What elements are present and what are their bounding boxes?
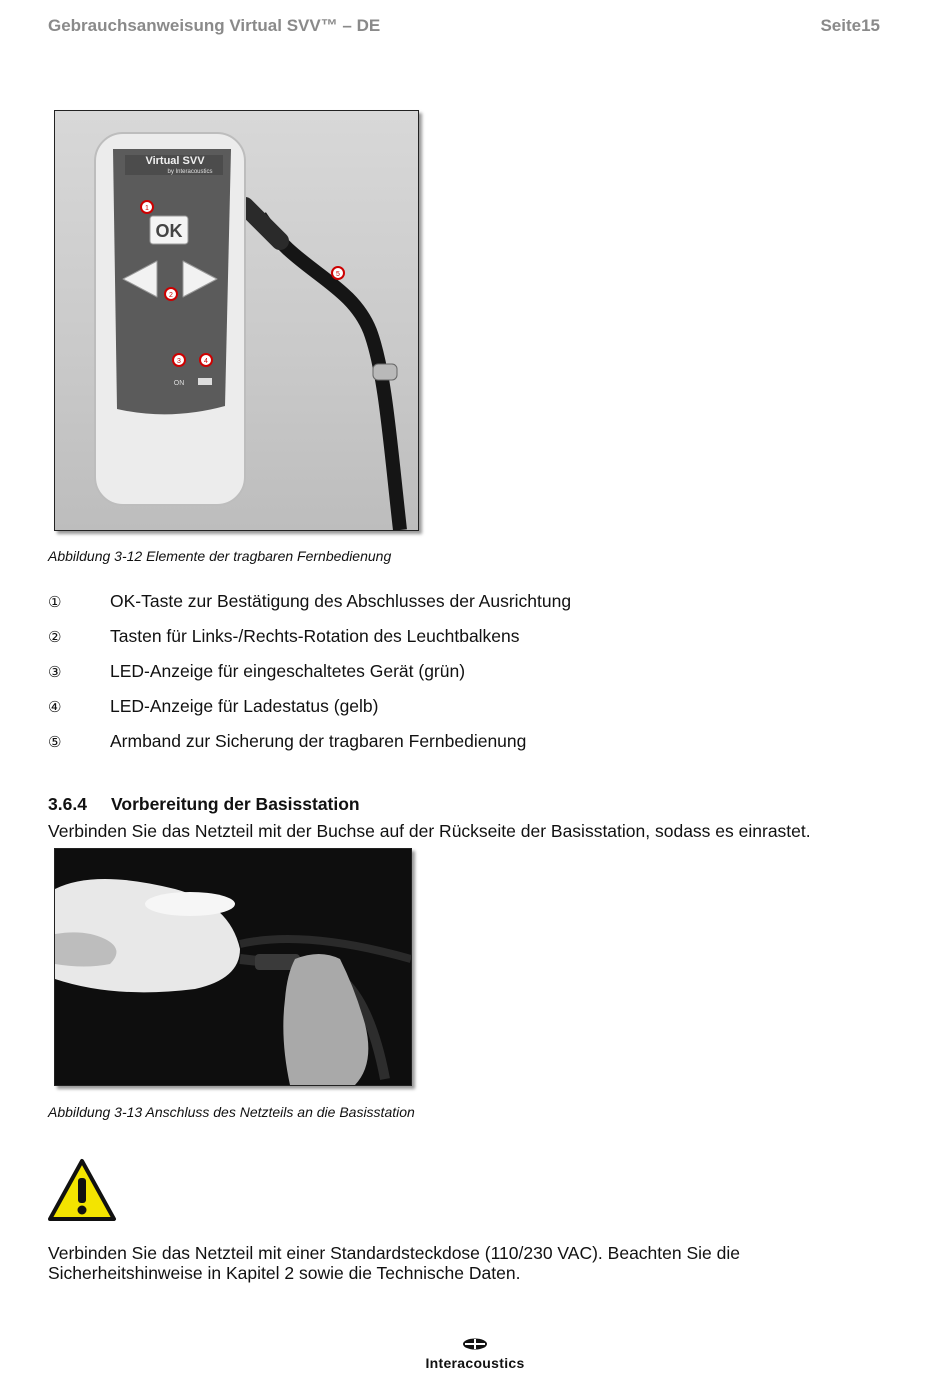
interacoustics-logo-icon (462, 1338, 488, 1350)
list-text: LED-Anzeige für Ladestatus (gelb) (110, 696, 379, 716)
list-item (48, 654, 888, 689)
list-item (48, 724, 888, 759)
marker-1 (141, 201, 153, 213)
remote-control-illustration (55, 111, 418, 530)
list-item (48, 689, 888, 724)
list-number: ④ (48, 698, 62, 716)
svg-text:5: 5 (336, 271, 340, 278)
figure-caption-1: Abbildung 3-12 Elemente der tragbaren Fernbedienung (48, 548, 392, 564)
element-list (48, 584, 888, 759)
section-paragraph: Verbinden Sie das Netzteil mit der Buchse auf der Rückseite der Basisstation, sodass es einrastet. (48, 821, 811, 841)
header-title: Gebrauchsanweisung Virtual SVV™ – DE (48, 16, 381, 35)
footer-logo (400, 1337, 550, 1377)
warning-icon (47, 1158, 117, 1224)
base-station-photo (54, 848, 412, 1086)
base-station-illustration (55, 849, 411, 1085)
figure-caption-2: Abbildung 3-13 Anschluss des Netzteils an die Basisstation (48, 1104, 415, 1120)
device-sub: by Interacoustics (167, 169, 213, 175)
device-brand: Virtual SVV (145, 155, 205, 167)
list-number: ② (48, 628, 62, 646)
marker-5 (332, 267, 344, 279)
on-label: ON (173, 380, 185, 387)
marker-2 (165, 288, 177, 300)
list-item (48, 619, 888, 654)
list-text: OK-Taste zur Bestätigung des Abschlusses der Ausrichtung (110, 591, 572, 611)
list-number: ③ (48, 663, 62, 681)
section-heading (48, 794, 360, 815)
footer-logo-text: Interacoustics (425, 1355, 525, 1371)
marker-4 (200, 354, 212, 366)
section-title: Vorbereitung der Basisstation (111, 794, 360, 814)
list-text: LED-Anzeige für eingeschaltetes Gerät (grün) (110, 661, 466, 681)
marker-3 (173, 354, 185, 366)
svg-text:1: 1 (145, 205, 149, 212)
list-item (48, 584, 888, 619)
remote-control-photo (54, 110, 419, 531)
svg-text:2: 2 (169, 292, 173, 299)
svg-text:3: 3 (177, 358, 181, 365)
ok-button-label: OK (155, 221, 183, 241)
list-number: ① (48, 593, 62, 611)
warning-paragraph: Verbinden Sie das Netzteil mit einer Standardsteckdose (110/230 VAC). Beachten Sie die Sicherheitshinweise in Kapitel 2 sowie die Technische Daten. (48, 1243, 740, 1283)
list-text: Tasten für Links-/Rechts-Rotation des Leuchtbalkens (110, 626, 520, 646)
svg-text:4: 4 (204, 358, 208, 365)
list-number: ⑤ (48, 733, 62, 751)
section-number: 3.6.4 (48, 794, 87, 814)
page-number: Seite15 (820, 16, 880, 35)
list-text: Armband zur Sicherung der tragbaren Fernbedienung (110, 731, 527, 751)
